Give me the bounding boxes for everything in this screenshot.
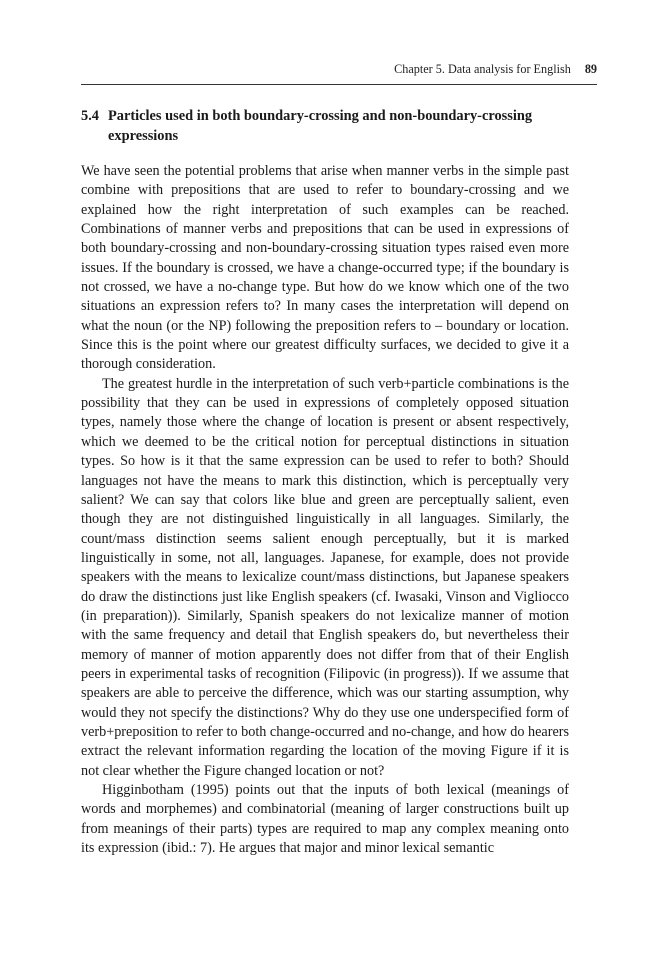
paragraph-2: The greatest hurdle in the interpretation of such verb+particle combinations is the possibility that they can be used in expressions of completely opposed situation types, namely those where the change of location is present or absent respectively, which we deemed to be the critical notion for perceptual distinctions in situation types. So how is it that the same expression can be used to refer to both? Should languages not have the means to mark this distinction, which is perceptually very salient? We can say that colors like blue and green are perceptually salient, even though they are not distinguished linguistically in all languages. Similarly, the count/mass distinction seems salient enough perceptually, but it is marked linguistically in some, not all, languages. Japanese, for example, does not provide speakers with the means to lexicalize count/mass distinctions, but Japanese speakers do draw the distinctions just like English speakers (cf. Iwasaki, Vinson and Vigliocco (in preparation)). Similarly, Spanish speakers do not lexicalize manner of motion with the same frequency and detail that English speakers do, but nevertheless their memory of manner of motion apparently does not differ from that of their English peers in experimental tasks of recognition (Filipovic (in progress)). If we assume that speakers are able to perceive the difference, which was our starting assumption, why would they not specify the distinctions? Why do they use one underspecified form of verb+preposition to refer to both change-occurred and no-change, and how do hearers extract the relevant information regarding the location of the moving Figure if it is not clear whether the Figure changed location or not? — [81, 375, 569, 779]
page-number: 89 — [584, 62, 597, 76]
paragraph-3: Higginbotham (1995) points out that the inputs of both lexical (meanings of words and morphemes) and combinatorial (meaning of larger constructions built up from meanings of their parts) types are required to map any complex meaning onto its expression (ibid.: 7). He argues that major and minor lexical semantic — [81, 782, 569, 857]
body-text — [81, 162, 569, 858]
section-title: Particles used in both boundary-crossing and non-boundary-crossing expressions — [108, 108, 533, 144]
header-rule — [81, 84, 597, 85]
section-heading — [81, 106, 541, 146]
running-header — [81, 62, 597, 77]
paragraph-1: We have seen the potential problems that arise when manner verbs in the simple past combine with prepositions that are used to refer to boundary-crossing and we explained how the right interpretation of such examples can be reached. Combinations of manner verbs and prepositions that can be used in expressions of both boundary-crossing and non-boundary-crossing situation types raised even more issues. If the boundary is crossed, we have a change-occurred type; if the boundary is not crossed, we have a no-change type. But how do we know which one of the two situations an expression refers to? In many cases the interpretation will depend on what the noun (or the NP) following the preposition refers to – boundary or location. Since this is the point where our greatest difficulty surfaces, we decided to give it a thorough consideration. — [81, 163, 569, 373]
chapter-title: Chapter 5. Data analysis for English — [394, 62, 571, 76]
section-number: 5.4 — [81, 108, 99, 124]
